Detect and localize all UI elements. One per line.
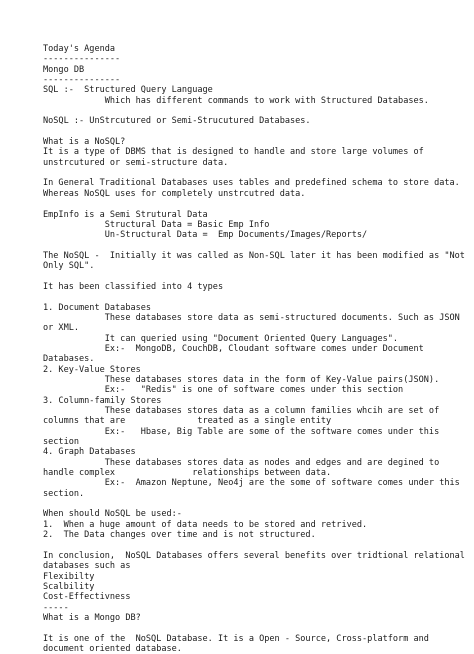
list-item-heading: 1. Document Databases: [43, 302, 152, 313]
text-line: Structural Data = Basic Emp Info: [43, 219, 270, 230]
text-line: Cost-Effectivness: [43, 592, 131, 603]
text-line: document oriented database.: [43, 643, 182, 654]
blank-line: [43, 272, 468, 282]
text-line: EmpInfo is a Semi Strutural Data: [43, 209, 208, 220]
text-line: Scalbility: [43, 581, 95, 592]
section-heading: What is a NoSQL?: [43, 137, 126, 148]
text-line: NoSQL :- UnStrcutured or Semi-Strucutured Databases.: [43, 116, 311, 127]
text-line: section: [43, 437, 80, 448]
text-line: These databases store data as semi-structured documents. Such as JSON: [43, 312, 460, 323]
text-line: 1. When a huge amount of data needs to be stored and retrived.: [43, 519, 368, 530]
blank-line: [43, 241, 468, 251]
blank-line: [43, 499, 468, 509]
text-line: These databases stores data in the form of Key-Value pairs(JSON).: [43, 375, 440, 385]
list-item-heading: 2. Key-Value Stores: [43, 364, 141, 375]
text-line: In conclusion, NoSQL Databases offers several benefits over tridtional relational: [43, 550, 465, 561]
text-line: These databases stores data as nodes and edges and are degined to: [43, 457, 440, 468]
text-line: 2. The Data changes over time and is not structured.: [43, 530, 316, 541]
text-line: Which has different commands to work with Structured Databases.: [43, 95, 429, 106]
text-line: It is a type of DBMS that is designed to handle and store large volumes of: [43, 147, 424, 158]
text-line: The NoSQL - Initially it was called as Non-SQL later it has been modified as "Not: [43, 250, 465, 261]
text-line: handle complex relationships between data.: [43, 468, 332, 479]
blank-line: [43, 199, 468, 209]
text-line: It has been classified into 4 types: [43, 281, 224, 292]
blank-line: [43, 168, 468, 178]
section-heading: When should NoSQL be used:-: [43, 509, 182, 520]
text-line: Flexibilty: [43, 571, 95, 582]
text-line: Ex:- MongoDB, CouchDB, Cloudant software comes under Document: [43, 343, 424, 354]
list-item-heading: 4. Graph Databases: [43, 447, 136, 458]
list-item-heading: 3. Column-family Stores: [43, 395, 162, 406]
divider: ---------------: [43, 54, 121, 65]
blank-line: [43, 127, 468, 137]
text-line: In General Traditional Databases uses tables and predefined schema to store data.: [43, 178, 460, 189]
text-line: unstrcutured or semi-structure data.: [43, 157, 229, 168]
text-line: SQL :- Structured Query Language: [43, 85, 213, 96]
blank-line: [43, 106, 468, 116]
blank-line: [43, 292, 468, 302]
text-line: Ex:- Amazon Neptune, Neo4j are the some of software comes under this: [43, 478, 460, 489]
text-line: These databases stores data as a column families whcih are set of: [43, 406, 440, 417]
blank-line: [43, 541, 468, 551]
text-line: It can queried using "Document Oriented Query Languages".: [43, 333, 399, 344]
text-line: Only SQL".: [43, 261, 95, 272]
text-line: or XML.: [43, 323, 80, 334]
divider: ---------------: [43, 75, 121, 86]
text-line: Un-Structural Data = Emp Documents/Images/Reports/: [43, 230, 368, 241]
text-line: Ex:- Hbase, Big Table are some of the software comes under this: [43, 426, 440, 437]
text-line: databases such as: [43, 561, 131, 572]
text-line: It is one of the NoSQL Database. It is a Open - Source, Cross-platform and: [43, 633, 429, 644]
blank-line: [43, 623, 468, 633]
topic-heading: Mongo DB: [43, 64, 85, 75]
divider: -----: [43, 602, 69, 613]
agenda-heading: Today's Agenda: [43, 44, 116, 54]
text-line: Ex:- "Redis" is one of software comes under this section: [43, 385, 404, 396]
section-heading: What is a Mongo DB?: [43, 612, 141, 623]
text-line: Databases.: [43, 354, 95, 365]
text-line: section.: [43, 488, 85, 499]
text-line: columns that are treated as a single entity: [43, 416, 332, 427]
document-text: [43, 44, 468, 654]
text-line: Whereas NoSQL uses for completely unstrcutred data.: [43, 188, 306, 199]
